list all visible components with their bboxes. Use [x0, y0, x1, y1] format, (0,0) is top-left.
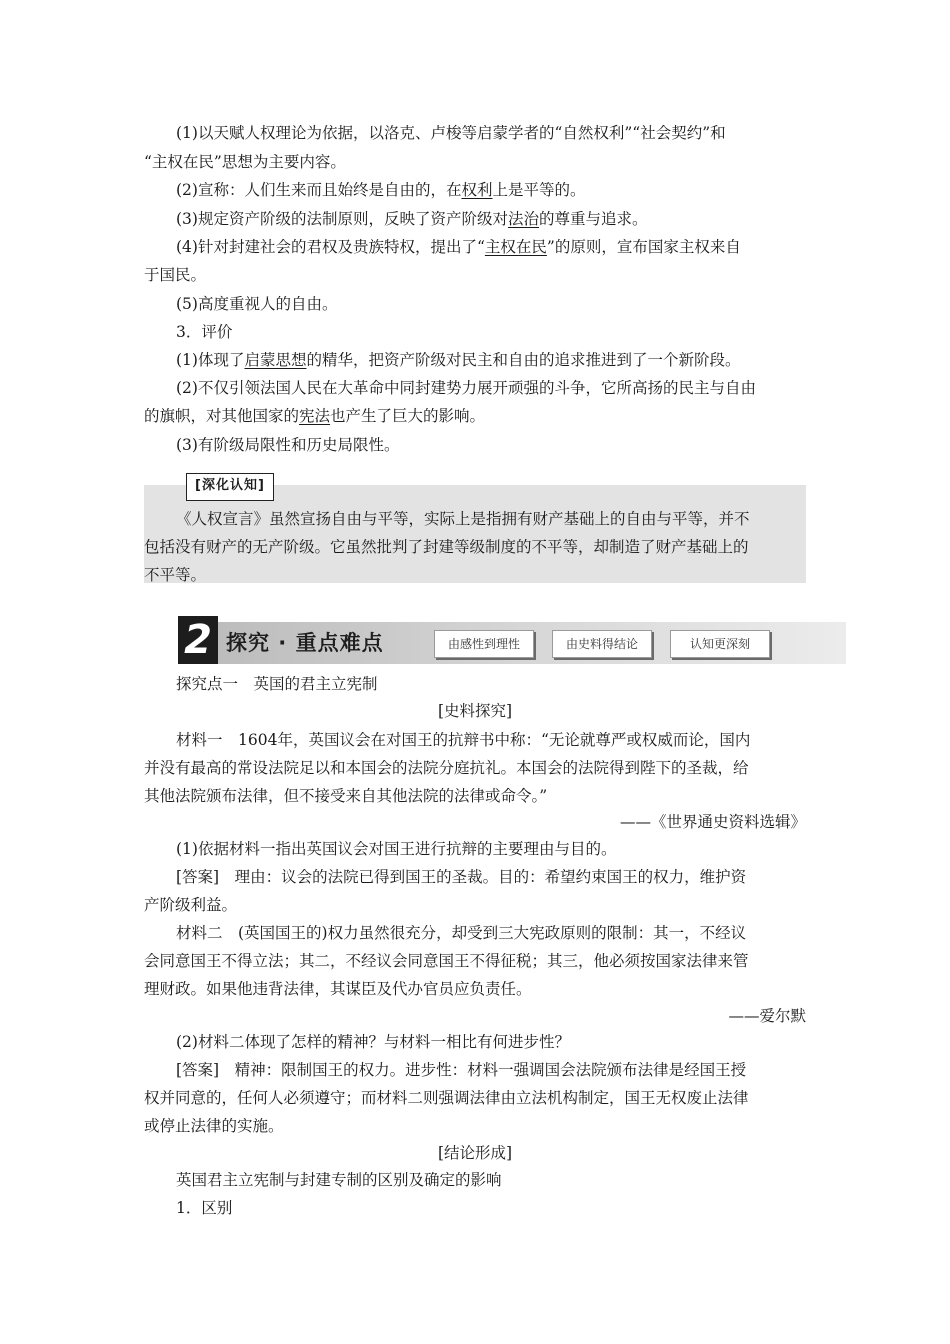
underlined-term: 主权在民 — [484, 238, 547, 256]
underlined-term: 法治 — [507, 210, 539, 228]
section-heading: 3．评价 — [176, 323, 233, 341]
underlined-term: 权利 — [461, 181, 493, 199]
deepen-knowledge-tag: [深化认知] — [186, 473, 274, 501]
exploration-point-title: 探究点一 英国的君主立宪制 — [176, 675, 378, 693]
list-heading: 1．区别 — [176, 1199, 233, 1217]
text-line: 其他法院颁布法律，但不接受来自其他法院的法律或命令。” — [144, 787, 548, 805]
answer-line: [答案] 理由：议会的法院已得到国王的圣裁。目的：希望约束国王的权力，维护资 — [176, 868, 747, 886]
source-citation: ——《世界通史资料选辑》 — [619, 813, 806, 831]
banner-chip: 由感性到理性 — [434, 630, 534, 658]
text-line: 于国民。 — [144, 266, 207, 284]
text-line: (1)体现了启蒙思想的精华，把资产阶级对民主和自由的追求推进到了一个新阶段。 — [176, 351, 741, 369]
text-line: 材料二 (英国国王的)权力虽然很充分，却受到三大宪政原则的限制：其一，不经议 — [176, 924, 747, 942]
answer-line: 或停止法律的实施。 — [144, 1117, 284, 1135]
source-citation: ——爱尔默 — [728, 1007, 806, 1025]
banner-chip: 由史料得结论 — [552, 630, 652, 658]
text-line: (1)以天赋人权理论为依据，以洛克、卢梭等启蒙学者的“自然权利”“社会契约”和 — [176, 124, 726, 142]
text-line: 材料一 1604年，英国议会在对国王的抗辩书中称：“无论就尊严或权威而论，国内 — [176, 731, 751, 749]
text-line: (3)规定资产阶级的法制原则，反映了资产阶级对法治的尊重与追求。 — [176, 210, 648, 228]
text-line: 并没有最高的常设法院足以和本国会的法院分庭抗礼。本国会的法院得到陛下的圣裁，给 — [144, 759, 749, 777]
text-line: “主权在民”思想为主要内容。 — [144, 153, 346, 171]
banner-chip: 认知更深刻 — [670, 630, 770, 658]
section-banner-title: 探究 · 重点难点 — [226, 631, 384, 655]
text-line: 《人权宣言》虽然宣扬自由与平等，实际上是指拥有财产基础上的自由与平等，并不 — [176, 510, 750, 528]
text-line: (4)针对封建社会的君权及贵族特权，提出了“主权在民”的原则，宣布国家主权来自 — [176, 238, 741, 256]
text-line: 理财政。如果他违背法律，其谋臣及代办官员应负责任。 — [144, 980, 532, 998]
underlined-term: 启蒙思想 — [244, 351, 307, 369]
answer-line: 权并同意的，任何人必须遵守；而材料二则强调法律由立法机构制定，国王无权废止法律 — [144, 1089, 749, 1107]
text-line: 不平等。 — [144, 566, 207, 584]
text-line: 会同意国王不得立法；其二，不经议会同意国王不得征税；其三，他必须按国家法律来管 — [144, 952, 749, 970]
text-line: 包括没有财产的无产阶级。它虽然批判了封建等级制度的不平等，却制造了财产基础上的 — [144, 538, 749, 556]
question: (1)依据材料一指出英国议会对国王进行抗辩的主要理由与目的。 — [176, 840, 617, 858]
question: (2)材料二体现了怎样的精神？与材料一相比有何进步性？ — [176, 1033, 570, 1051]
underlined-term: 宪法 — [299, 407, 331, 425]
text-line: (2)不仅引领法国人民在大革命中同封建势力展开顽强的斗争，它所高扬的民主与自由 — [176, 379, 756, 397]
text-line: 英国君主立宪制与封建专制的区别及确定的影响 — [176, 1171, 502, 1189]
text-line: (2)宣称：人们生来而且始终是自由的，在权利上是平等的。 — [176, 181, 586, 199]
text-line: 的旗帜，对其他国家的宪法也产生了巨大的影响。 — [144, 407, 486, 425]
subsection-heading: [结论形成] — [437, 1144, 513, 1162]
subsection-heading: [史料探究] — [437, 702, 513, 720]
section-number-badge: 2 — [178, 616, 218, 664]
answer-line: 产阶级利益。 — [144, 896, 238, 914]
text-line: (5)高度重视人的自由。 — [176, 295, 338, 313]
answer-line: [答案] 精神：限制国王的权力。进步性：材料一强调国会法院颁布法律是经国王授 — [176, 1061, 747, 1079]
text-line: (3)有阶级局限性和历史局限性。 — [176, 436, 400, 454]
